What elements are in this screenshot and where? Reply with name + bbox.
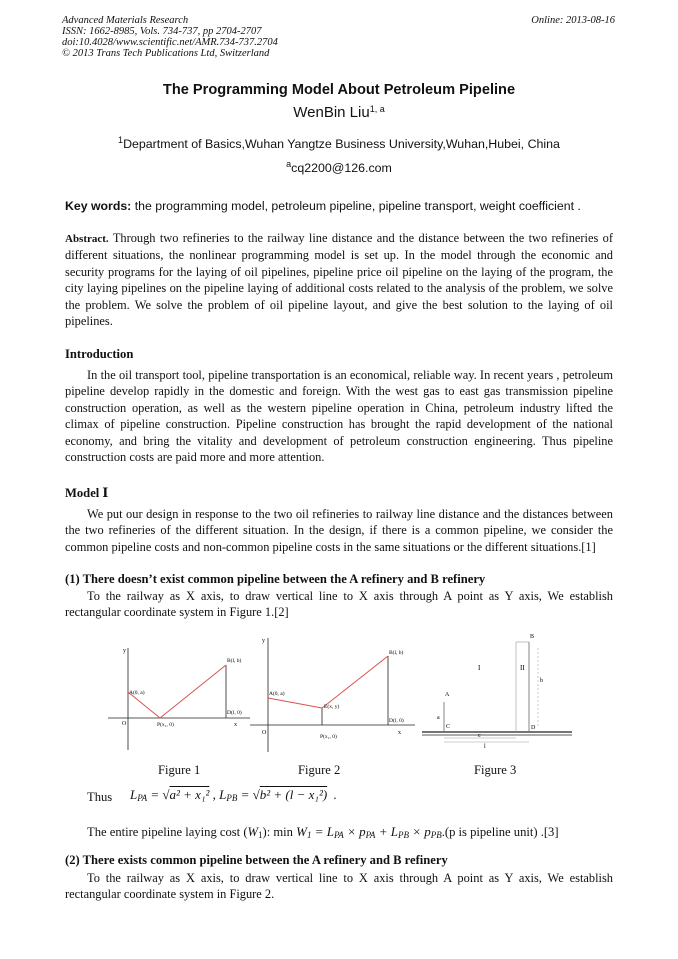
fig1-label-y: y xyxy=(123,648,126,654)
keywords xyxy=(65,199,625,213)
cost-formula: $W_1 = L_{PA} \times p_{PA} + L_{PB} \times p_{PB}$ xyxy=(296,824,442,840)
fig1-label-b: B(l, b) xyxy=(227,658,242,664)
author-line xyxy=(0,104,678,121)
journal-name: Advanced Materials Research xyxy=(62,15,189,26)
keywords-text: the programming model, petroleum pipeline, pipeline transport, weight coefficient . xyxy=(131,199,581,213)
fig2-label-a: A(0, a) xyxy=(269,691,285,697)
author-name: WenBin Liu xyxy=(293,104,370,121)
fig3-label-d-point: D xyxy=(531,725,536,731)
figure-1 xyxy=(108,640,253,752)
email-address: cq2200@126.com xyxy=(291,161,392,175)
fig3-label-region-1: I xyxy=(478,664,481,672)
fig3-label-region-2: II xyxy=(520,664,525,672)
cost-text-post: .(p is pipeline unit) .[3] xyxy=(441,825,559,839)
affiliation xyxy=(0,135,678,151)
fig3-label-c-point: C xyxy=(446,724,451,730)
figure-2-caption: Figure 2 xyxy=(298,763,341,777)
fig2-label-d: D(l, 0) xyxy=(389,718,404,724)
cost-formula-line: The entire pipeline laying cost $(W_1)$: $\min W_1 = L_{PA} \times p_{PA} + L_{PB} \times p_{PB}.(p$ is pipeline unit) .[3] xyxy=(87,824,559,840)
fig2-label-o: O xyxy=(262,730,267,736)
affiliation-superscript: 1 xyxy=(118,135,124,145)
keywords-label: Key words: xyxy=(65,199,132,213)
case1-heading: (1) There doesn’t exist common pipeline between the A refinery and B refinery xyxy=(65,572,486,586)
fig2-label-y: y xyxy=(262,638,265,644)
paper-title: The Programming Model About Petroleum Pipeline xyxy=(162,82,516,98)
model1-heading: Model Ⅰ xyxy=(65,486,109,500)
thus-label: Thus xyxy=(87,790,113,804)
fig1-label-a: A(0, a) xyxy=(129,690,145,696)
case2-heading: (2) There exists common pipeline between the A refinery and B refinery xyxy=(65,853,448,867)
fig3-label-b-distance: b xyxy=(540,678,543,684)
length-formula: $L_{PA} = √a^2 + x_1^2$ , $L_{PB} = √b^2 + (l - x_1^2)$ . xyxy=(130,787,337,803)
abstract-text: Through two refineries to the railway line distance and the distance between the two refineries of different situations, the nonlinear programming model is set up. In the model through the economic and security programs for the laying of oil pipelines, pipeline price oil pipeline on the laying of the program, the city laying pipelines on the pipeline laying of additional costs related to the analysis of the problem, we solve the problem. We solve the problem of oil pipeline layout, and give the best solution to the laying of oil pipelines. xyxy=(65,231,613,329)
introduction-text: In the oil transport tool, pipeline transportation is an economical, reliable way. In recent years , petroleum pipeline develop rapidly in the domestic and foreign. With the west gas to east gas transmission pipeline construction operation, as well as the western pipeline operation in China, petroleum industry lifted the climax of pipeline construction. Pipeline construction has brought the rapid development of the national economy, and bring the vitality and development of petroleum construction engineering. Thus pipeline construction costs are paid more and more attention. xyxy=(65,368,613,465)
email-superscript: a xyxy=(286,159,292,169)
fig3-label-c-distance: c xyxy=(478,733,481,739)
abstract-label: Abstract. xyxy=(65,233,109,245)
introduction-heading: Introduction xyxy=(65,347,134,361)
figure-1-caption: Figure 1 xyxy=(158,763,201,777)
email xyxy=(0,159,678,175)
fig1-label-p: P(x₁, 0) xyxy=(157,722,174,728)
fig3-label-a-distance: a xyxy=(437,715,440,721)
fig1-label-x: x xyxy=(234,722,237,728)
online-date: Online: 2013-08-16 xyxy=(531,15,615,26)
case2-text: To the railway as X axis, to draw vertical line to X axis through A point as Y axis, We establish rectangular coordinate system in Figure 2. xyxy=(65,871,613,902)
fig1-line-pb xyxy=(160,665,226,718)
model1-text: We put our design in response to the two oil refineries to railway line distance and the distances between the two refineries of the different situation. In the design, if there is a common pipeline, we consider the common pipeline costs and non-common pipeline costs in the same situations or the different situations.[1] xyxy=(65,507,613,554)
cost-text-mid: ): min xyxy=(262,825,293,839)
fig2-line-eb xyxy=(322,656,388,708)
fig3-label-l-distance: l xyxy=(484,744,486,750)
fig2-line-ae xyxy=(268,698,322,708)
fig3-label-b-point: B xyxy=(530,634,535,640)
fig1-label-o: O xyxy=(122,721,127,727)
case1-text: To the railway as X axis, to draw vertical line to X axis through A point as Y axis, We establish rectangular coordinate system in Figure 1.[2] xyxy=(65,589,613,620)
journal-header xyxy=(62,15,278,59)
author-superscript: 1, a xyxy=(369,104,385,114)
affiliation-text: Department of Basics,Wuhan Yangtze Business University,Wuhan,Hubei, China xyxy=(123,137,560,151)
fig3-label-a-point: A xyxy=(445,692,450,698)
cost-text-pre: The entire pipeline laying cost ( xyxy=(87,825,248,839)
abstract xyxy=(65,230,613,329)
figure-3 xyxy=(420,624,575,754)
doi-line: doi:10.4028/www.scientific.net/AMR.734-737.2704 xyxy=(62,37,278,48)
figure-2 xyxy=(250,634,418,754)
figure-3-caption: Figure 3 xyxy=(474,763,517,777)
fig2-label-x: x xyxy=(398,730,401,736)
copyright-line: © 2013 Trans Tech Publications Ltd, Switzerland xyxy=(62,48,270,59)
fig1-label-d: D(l, 0) xyxy=(227,710,242,716)
fig2-label-b: B(l, b) xyxy=(389,650,404,656)
issn-line: ISSN: 1662-8985, Vols. 734-737, pp 2704-2707 xyxy=(62,26,262,37)
fig2-label-p: P(x₁, 0) xyxy=(320,734,337,740)
fig2-label-e: E(x, y) xyxy=(324,704,340,710)
